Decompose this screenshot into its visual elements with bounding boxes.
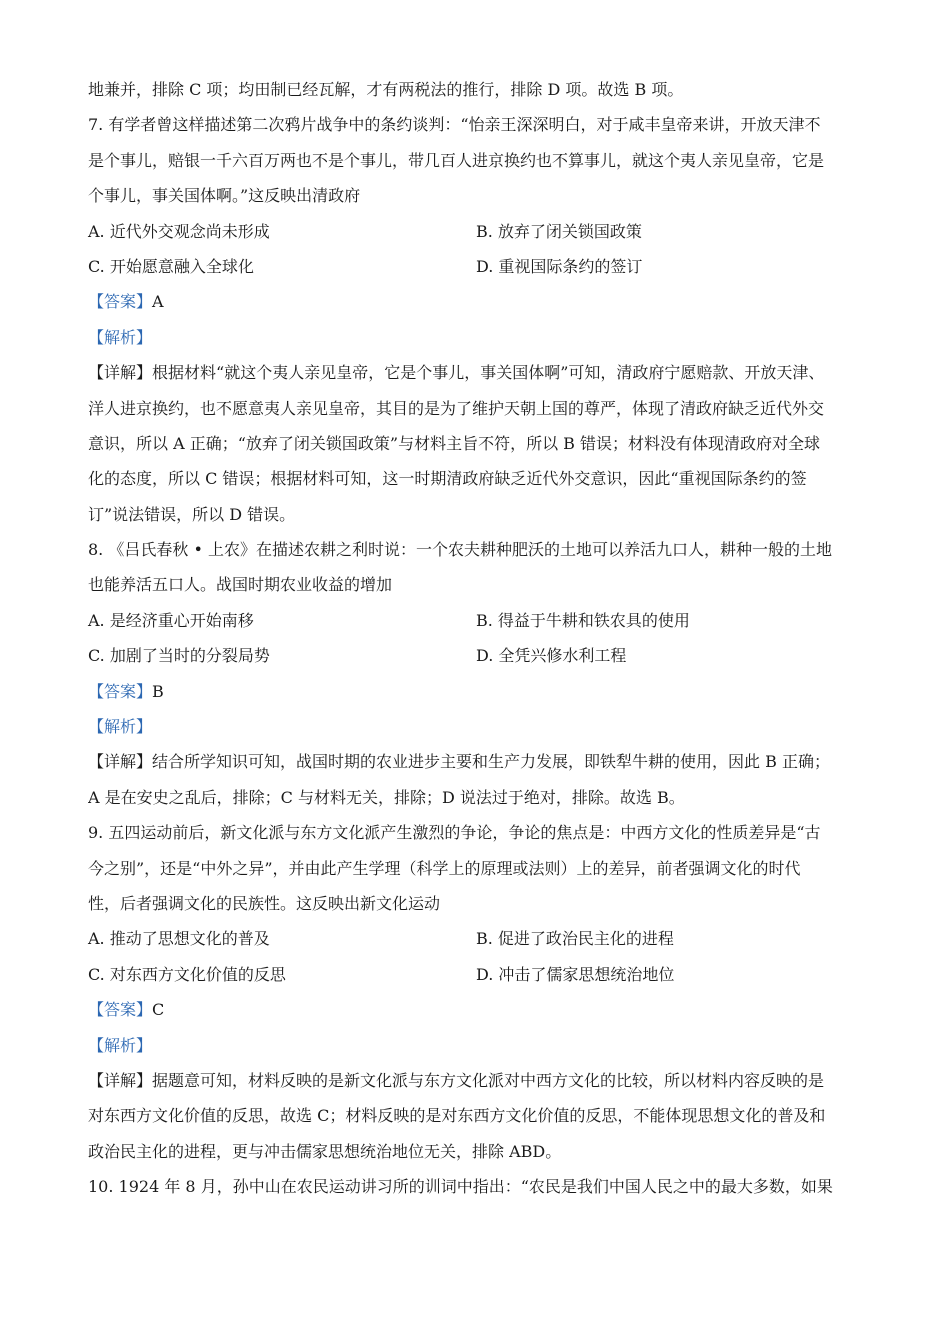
detail-text: 结合所学知识可知，战国时期的农业进步主要和生产力发展，即铁犁牛耕的使用，因此 B 正确； (152, 752, 830, 772)
detail-line (88, 355, 868, 390)
text-line: 对东西方文化价值的反思，故选 C；材料反映的是对东西方文化价值的反思，不能体现思想文化的普及和 (88, 1106, 826, 1126)
text-line: 7. 有学者曾这样描述第二次鸦片战争中的条约谈判：“怡亲王深深明白，对于咸丰皇帝来讲，开放天津不 (88, 115, 821, 135)
text-line: 8. 《吕氏春秋 • 上农》在描述农耕之利时说：一个农夫耕种肥沃的土地可以养活九口人，耕种一般的土地 (88, 540, 832, 560)
text-line: 10. 1924 年 8 月，孙中山在农民运动讲习所的训词中指出：“农民是我们中国人民之中的最大多数，如果 (88, 1177, 833, 1197)
analysis-tag: 【解析】 (88, 1035, 153, 1055)
analysis-tag: 【解析】 (88, 327, 153, 347)
detail-tag: 【详解】 (88, 752, 153, 772)
text-line: 洋人进京换约，也不愿意夷人亲见皇帝，其目的是为了维护天朝上国的尊严，体现了清政府缺乏近代外交 (88, 398, 825, 418)
answer-line (88, 992, 868, 1027)
text-line: A 是在安史之乱后，排除；C 与材料无关，排除；D 说法过于绝对，排除。故选 B。 (88, 787, 685, 807)
option-right: B. 得益于牛耕和铁农具的使用 (476, 610, 690, 630)
options-row (88, 921, 868, 956)
answer-tag: 【答案】 (88, 681, 153, 701)
answer-value: C (152, 1000, 165, 1020)
option-left: A. 推动了思想文化的普及 (88, 929, 270, 949)
detail-line (88, 1063, 868, 1098)
analysis-tag: 【解析】 (88, 717, 153, 737)
answer-tag: 【答案】 (88, 1000, 153, 1020)
option-left: C. 对东西方文化价值的反思 (88, 964, 286, 984)
detail-text: 根据材料“就这个夷人亲见皇帝，它是个事儿，事关国体啊”可知，清政府宁愿赔款、开放天津、 (152, 363, 825, 383)
document-page (88, 72, 868, 1205)
analysis-line (88, 709, 868, 744)
detail-text: 据题意可知，材料反映的是新文化派与东方文化派对中西方文化的比较，所以材料内容反映的是 (152, 1070, 825, 1090)
answer-line (88, 674, 868, 709)
text-line: 意识，所以 A 正确；“放弃了闭关锁国政策”与材料主旨不符，所以 B 错误；材料没有体现清政府对全球 (88, 433, 821, 453)
option-right: D. 全凭兴修水利工程 (476, 646, 627, 666)
detail-tag: 【详解】 (88, 1070, 153, 1090)
answer-value: B (152, 681, 164, 701)
answer-line (88, 284, 868, 319)
text-line: 地兼并，排除 C 项；均田制已经瓦解，才有两税法的推行，排除 D 项。故选 B 项。 (88, 80, 684, 99)
text-line: 订”说法错误，所以 D 错误。 (88, 504, 296, 524)
option-right: D. 重视国际条约的签订 (476, 256, 643, 276)
text-line: 是个事儿，赔银一千六百万两也不是个事儿，带几百人进京换约也不算事儿，就这个夷人亲见皇帝，它是 (88, 150, 825, 170)
text-line: 性，后者强调文化的民族性。这反映出新文化运动 (88, 893, 441, 913)
options-row (88, 249, 868, 284)
detail-line (88, 744, 868, 779)
text-line: 化的态度，所以 C 错误；根据材料可知，这一时期清政府缺乏近代外交意识，因此“重视国际条约的签 (88, 469, 807, 489)
text-line: 9. 五四运动前后，新文化派与东方文化派产生激烈的争论，争论的焦点是：中西方文化的性质差异是“古 (88, 823, 821, 843)
answer-tag: 【答案】 (88, 292, 153, 312)
option-right: B. 放弃了闭关锁国政策 (476, 221, 642, 241)
text-line: 今之别”，还是“中外之异”，并由此产生学理（科学上的原理或法则）上的差异，前者强调文化的时代 (88, 858, 801, 878)
text-line: 政治民主化的进程，更与冲击儒家思想统治地位无关，排除 ABD。 (88, 1141, 562, 1161)
detail-tag: 【详解】 (88, 363, 153, 383)
text-line: 个事儿，事关国体啊。”这反映出清政府 (88, 186, 361, 206)
option-left: A. 是经济重心开始南移 (88, 610, 254, 630)
analysis-line (88, 1028, 868, 1063)
answer-value: A (152, 292, 164, 312)
analysis-line (88, 320, 868, 355)
option-left: C. 加剧了当时的分裂局势 (88, 646, 270, 666)
option-right: D. 冲击了儒家思想统治地位 (476, 964, 675, 984)
options-row (88, 603, 868, 638)
options-row (88, 638, 868, 673)
option-left: A. 近代外交观念尚未形成 (88, 221, 270, 241)
text-line: 也能养活五口人。战国时期农业收益的增加 (88, 575, 393, 595)
options-row (88, 214, 868, 249)
options-row (88, 957, 868, 992)
option-right: B. 促进了政治民主化的进程 (476, 929, 674, 949)
option-left: C. 开始愿意融入全球化 (88, 256, 254, 276)
